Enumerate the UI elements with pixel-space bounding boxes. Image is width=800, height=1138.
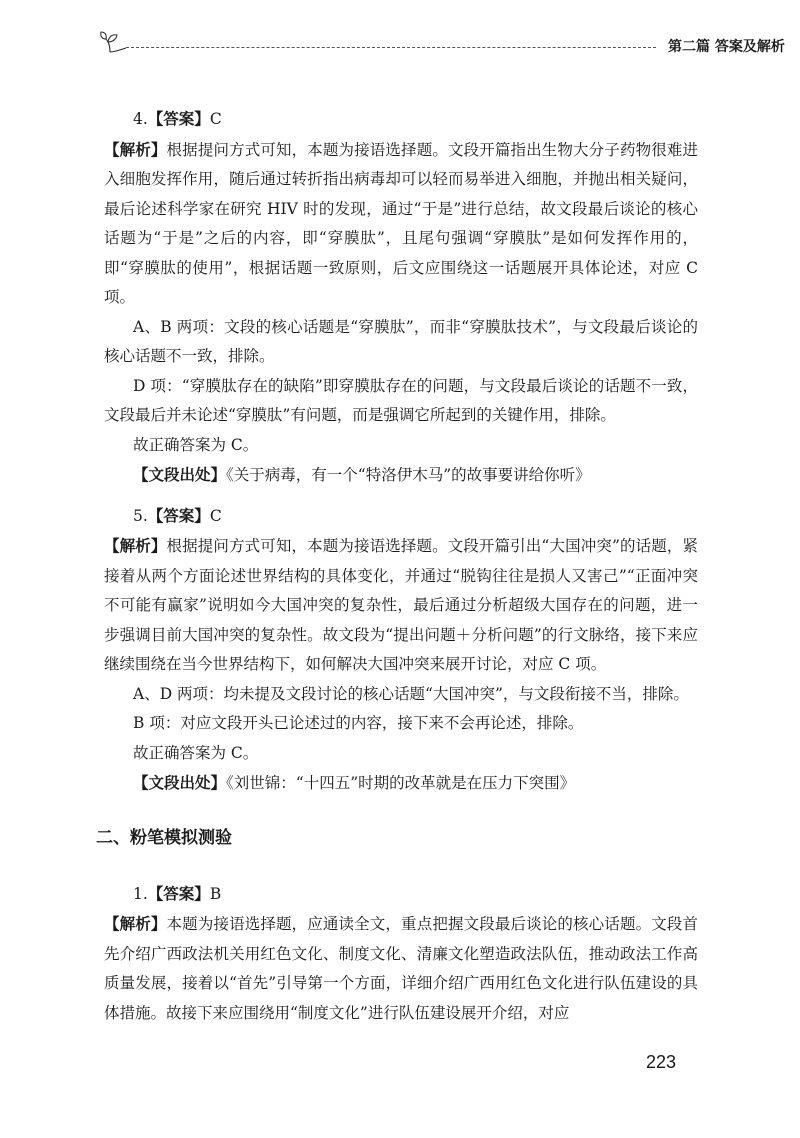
answer-line-q5 — [104, 501, 698, 532]
answer-value: B — [209, 884, 222, 903]
analysis-paragraph — [104, 909, 698, 1028]
question-number: 1. — [133, 884, 148, 903]
answer-tag: 【答案】 — [147, 109, 210, 128]
analysis-text: 根据提问方式可知，本题为接语选择题。文段开篇指出生物大分子药物很难进入细胞发挥作用，随后通过转折指出病毒却可以轻而易举进入细胞，并抛出相关疑问，最后论述科学家在研究 HIV 时的发现，通过“于是”进行总结，故文段最后谈论的核心话题为“于是”之后的内容，即“穿膜肽”，且尾句强调“穿膜肽”是如何发挥作用的，即“穿膜肽的使用”，根据话题一致原则，后文应围绕这一话题展开具体论述，对应 C 项。 — [104, 140, 698, 306]
source-text: 《关于病毒，有一个“特洛伊木马”的故事要讲给你听》 — [226, 466, 591, 484]
source-line — [104, 768, 698, 799]
analysis-tag: 【解析】 — [104, 914, 167, 933]
source-line — [104, 460, 698, 491]
analysis-text: 本题为接语选择题，应通读全文，重点把握文段最后谈论的核心话题。文段首先介绍广西政法机关用红色文化、制度文化、清廉文化塑造政法队伍，推动政法工作高质量发展，接着以“首先”引导第一个方面，详细介绍广西用红色文化进行队伍建设的具体措施。故接下来应围绕用“制度文化”进行队伍建设展开介绍，对应 — [104, 915, 698, 1022]
answer-value: C — [209, 506, 222, 525]
source-tag: 【文段出处】 — [133, 773, 227, 792]
page-number: 223 — [646, 1052, 677, 1072]
header-divider — [126, 47, 656, 48]
analysis-tag: 【解析】 — [104, 139, 167, 159]
answer-line-q1 — [104, 879, 698, 910]
option-analysis-paragraph: A、B 两项：文段的核心话题是“穿膜肽”，而非“穿膜肽技术”，与文段最后谈论的核心话题不一致，排除。 — [104, 317, 698, 365]
running-header — [100, 30, 785, 60]
option-analysis-paragraph: D 项：“穿膜肽存在的缺陷”即穿膜肽存在的问题，与文段最后谈论的话题不一致，文段最后并未论述“穿膜肽”有问题，而是强调它所起到的关键作用，排除。 — [104, 376, 698, 424]
analysis-paragraph — [104, 531, 698, 680]
analysis-paragraph — [104, 135, 698, 313]
answer-line-q4 — [104, 104, 698, 135]
option-analysis-paragraph: A、D 两项：均未提及文段讨论的核心话题“大国冲突”，与文段衔接不当，排除。 — [133, 684, 689, 703]
answer-tag: 【答案】 — [147, 505, 210, 525]
conclusion-text: 故正确答案为 C。 — [133, 435, 259, 454]
question-number: 4. — [133, 110, 148, 128]
answer-tag: 【答案】 — [147, 883, 210, 903]
analysis-tag: 【解析】 — [104, 536, 167, 555]
source-text: 《刘世锦：“十四五”时期的改革就是在压力下突围》 — [226, 774, 576, 792]
sprout-icon — [100, 30, 128, 54]
source-tag: 【文段出处】 — [133, 465, 227, 484]
section-heading: 二、粉笔模拟测验 — [96, 827, 232, 848]
conclusion-text: 故正确答案为 C。 — [133, 743, 259, 762]
question-number: 5. — [133, 506, 148, 525]
option-analysis-paragraph: B 项：对应文段开头已论述过的内容，接下来不会再论述，排除。 — [133, 714, 584, 732]
page-content — [96, 104, 698, 1028]
answer-value: C — [209, 110, 222, 128]
header-title: 第二篇 答案及解析 — [668, 39, 785, 55]
analysis-text: 根据提问方式可知，本题为接语选择题。文段开篇引出“大国冲突”的话题，紧接着从两个方面论述世界结构的具体变化，并通过“脱钩往往是损人又害己”“正面冲突不可能有赢家”说明如今大国冲突的复杂性，最后通过分析超级大国存在的问题，进一步强调目前大国冲突的复杂性。故文段为“提出问题＋分析问题”的行文脉络，接下来应继续围绕在当今世界结构下，如何解决大国冲突来展开讨论，对应 C 项。 — [104, 537, 698, 673]
